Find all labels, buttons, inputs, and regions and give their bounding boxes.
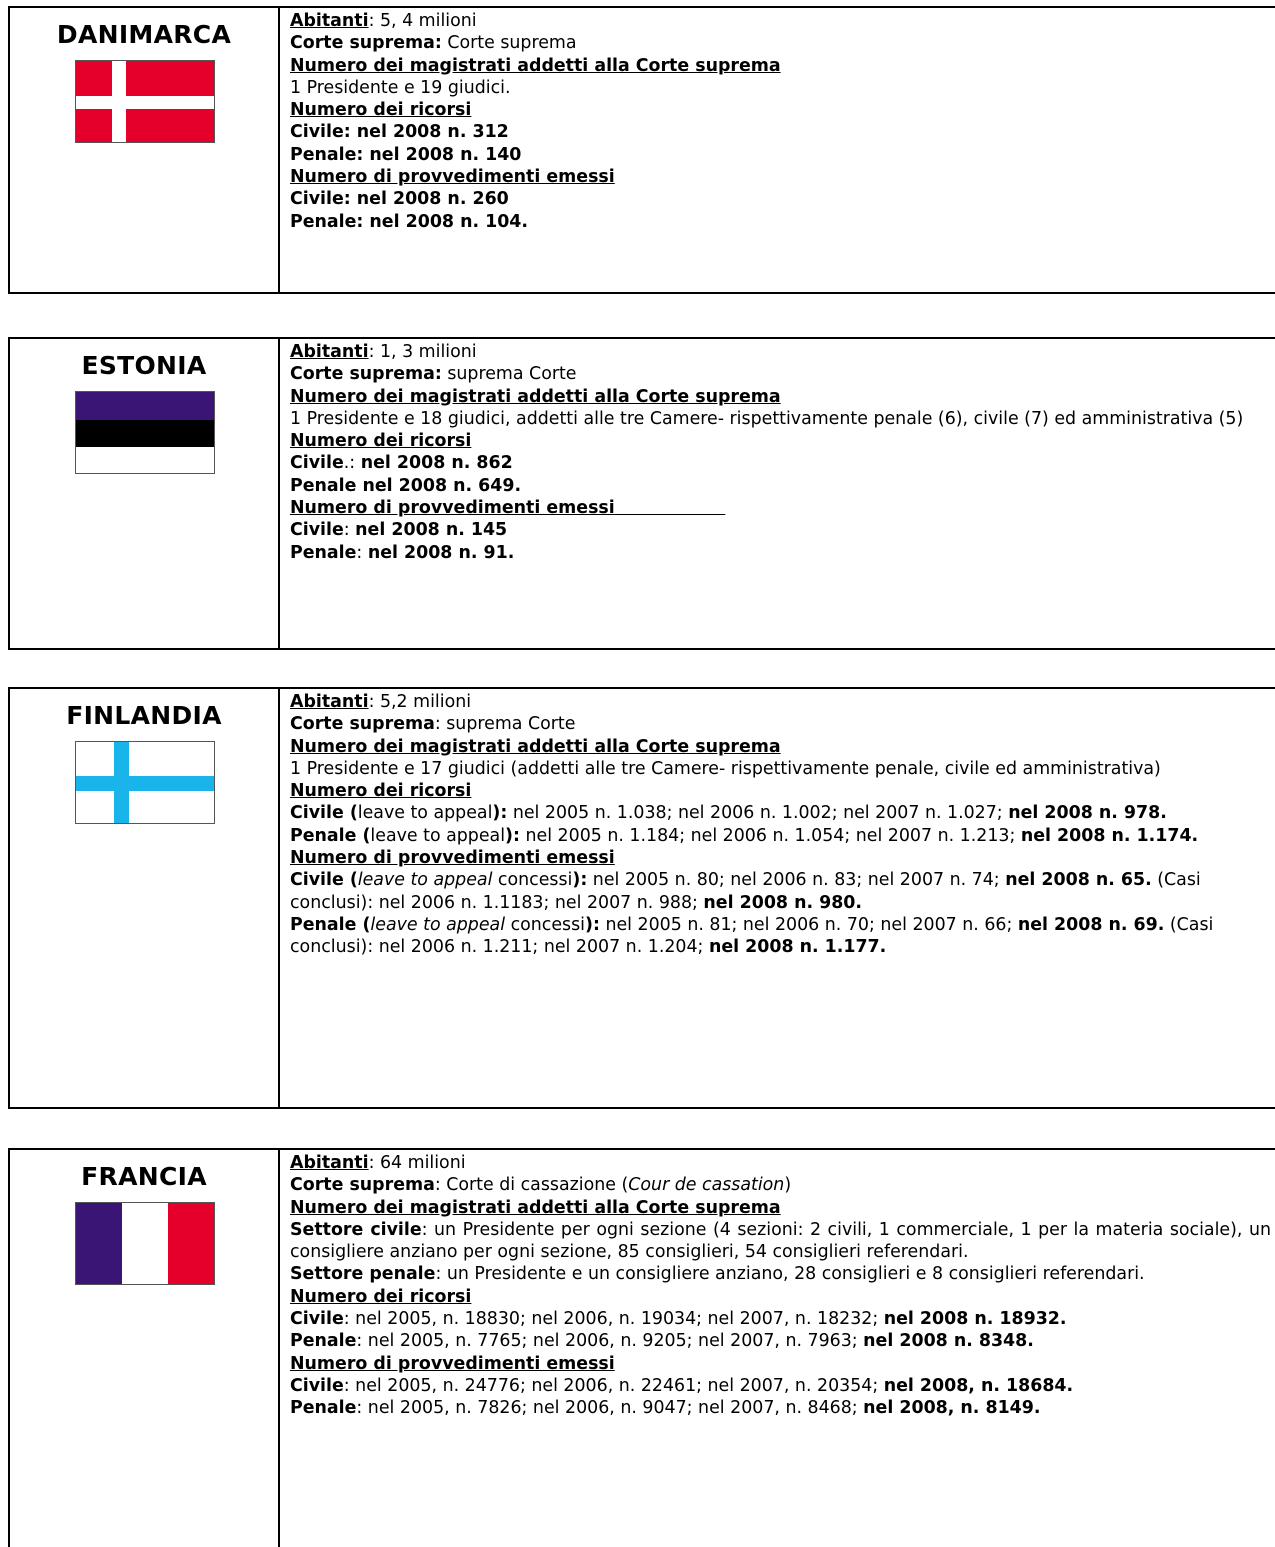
corte-value: suprema Corte: [441, 364, 577, 385]
label: Civile (: [290, 870, 358, 891]
country-header-cell: [10, 8, 280, 292]
corte-italic: Cour de cassation: [628, 1175, 785, 1196]
magistrati-heading: Numero dei magistrati addetti alla Corte suprema: [290, 386, 781, 407]
settore-penale: [290, 1263, 1271, 1285]
country-header-cell: [10, 339, 280, 648]
provvedimenti-penale: [290, 914, 1271, 959]
country-name: DANIMARCA: [56, 20, 232, 49]
corte-value: : Corte di cassazione (: [434, 1175, 629, 1196]
magistrati-heading: Numero dei magistrati addetti alla Corte suprema: [290, 55, 781, 76]
label: Penale (: [290, 825, 371, 846]
country-box-danimarca: [8, 6, 1275, 294]
text: : un Presidente e un consigliere anziano, 28 consiglieri e 8 consiglieri referendari.: [435, 1264, 1145, 1285]
paren-text: leave to appeal: [370, 825, 506, 846]
estonia-flag-icon: [75, 391, 215, 474]
ricorsi-heading: Numero dei ricorsi: [290, 431, 472, 452]
label: Penale: [290, 1398, 357, 1419]
country-info: [290, 691, 1271, 959]
casi-values: (Casi conclusi): nel 2006 n. 1.1183; nel 2007 n. 988;: [290, 870, 1201, 913]
paren-close: ):: [572, 870, 588, 891]
ricorsi-penale: [290, 825, 1271, 847]
ricorsi-civile: [290, 1308, 1271, 1330]
label: Civile: [290, 1309, 344, 1330]
ricorsi-civile: Civile: nel 2008 n. 312: [290, 122, 509, 143]
provvedimenti-civile-value: nel 2008 n. 145: [355, 520, 508, 541]
heading-underline-trail: [615, 498, 726, 518]
label: Settore civile: [290, 1219, 422, 1240]
value-2008: nel 2008, n. 18684.: [883, 1375, 1074, 1396]
magistrati-heading: Numero dei magistrati addetti alla Corte suprema: [290, 1197, 781, 1218]
corte-value: : suprema Corte: [434, 714, 576, 735]
country-header-cell: [10, 689, 280, 1107]
corte-label: Corte suprema: [290, 714, 435, 735]
francia-flag-icon: [75, 1202, 215, 1285]
country-info: Abitanti: 1, 3 milioni Corte suprema: suprema Corte Numero dei magistrati addetti alla Corte suprema 1 Presidente e 18 giudici, addetti alle tre Camere- rispettivamente penale (6), civile (7) ed amministrativa (5) Numero dei ricorsi Civile.: nel 2008 n. 862 Penale nel 2008 n. 649. Numero di provvedimenti emessi Civile: nel 2008 n. 145 Penale: nel 2008 n. 91.: [290, 341, 1271, 564]
paren-text: leave to appeal: [357, 803, 493, 824]
values: : nel 2005, n. 24776; nel 2006, n. 22461; nel 2007, n. 20354;: [343, 1375, 884, 1396]
provvedimenti-heading: Numero di provvedimenti emessi: [290, 848, 615, 869]
provvedimenti-penale-label: Penale: [290, 542, 357, 563]
provvedimenti-heading: Numero di provvedimenti emessi: [290, 167, 615, 188]
provvedimenti-heading: Numero di provvedimenti emessi: [290, 498, 615, 519]
paren-close: ):: [505, 825, 520, 846]
country-box-estonia: [8, 337, 1275, 650]
country-name: FINLANDIA: [66, 701, 222, 730]
abitanti-value: : 1, 3 milioni: [368, 342, 477, 362]
values: : nel 2005, n. 7765; nel 2006, n. 9205; nel 2007, n. 7963;: [356, 1331, 864, 1352]
ricorsi-penale: Penale: nel 2008 n. 140: [290, 144, 522, 165]
value-2008: nel 2008 n. 65.: [1005, 870, 1152, 891]
values: nel 2005 n. 81; nel 2006 n. 70; nel 2007 n. 66;: [599, 914, 1018, 935]
country-info: [290, 1152, 1271, 1420]
rest-text: concessi: [505, 914, 586, 935]
value-2008: nel 2008 n. 69.: [1017, 914, 1165, 935]
ricorsi-penale: Penale nel 2008 n. 649.: [290, 475, 522, 496]
value-2008: nel 2008 n. 1.174.: [1020, 825, 1199, 846]
value-2008: nel 2008, n. 8149.: [863, 1398, 1041, 1419]
settore-civile: [290, 1219, 1271, 1264]
provvedimenti-penale: [290, 1397, 1271, 1419]
abitanti-value: : 64 milioni: [368, 1153, 466, 1173]
provvedimenti-civile: [290, 1375, 1271, 1397]
ricorsi-civile: [290, 802, 1271, 824]
values: nel 2005 n. 80; nel 2006 n. 83; nel 2007 n. 74;: [587, 870, 1006, 891]
country-info: [290, 10, 1271, 233]
abitanti-value: : 5,2 milioni: [368, 692, 472, 712]
abitanti-label: Abitanti: [290, 11, 369, 31]
country-name: FRANCIA: [81, 1162, 207, 1191]
value-2008: nel 2008 n. 18932.: [883, 1309, 1067, 1330]
country-box-finlandia: [8, 687, 1275, 1109]
magistrati-text: 1 Presidente e 18 giudici, addetti alle tre Camere- rispettivamente penale (6), civile (7) ed amministrativa (5): [290, 408, 1244, 429]
finlandia-flag-icon: [75, 741, 215, 824]
values: : nel 2005, n. 18830; nel 2006, n. 19034; nel 2007, n. 18232;: [343, 1309, 884, 1330]
corte-label: Corte suprema: [290, 1175, 435, 1196]
danimarca-flag-icon: [75, 60, 215, 143]
rest-text: concessi: [492, 870, 573, 891]
ricorsi-heading: Numero dei ricorsi: [290, 100, 472, 121]
value-2008: nel 2008 n. 8348.: [863, 1331, 1034, 1352]
country-header-cell: [10, 1150, 280, 1547]
ricorsi-civile-label: Civile: [290, 453, 344, 474]
magistrati-text: 1 Presidente e 19 giudici.: [290, 77, 511, 98]
paren-close: ):: [585, 914, 600, 935]
label: Civile: [290, 1375, 344, 1396]
provvedimenti-heading: Numero di provvedimenti emessi: [290, 1353, 615, 1374]
magistrati-text: 1 Presidente e 17 giudici (addetti alle tre Camere- rispettivamente penale, civile ed amministrativa): [290, 758, 1161, 779]
label: Civile (: [290, 803, 358, 824]
values: : nel 2005, n. 7826; nel 2006, n. 9047; nel 2007, n. 8468;: [356, 1398, 864, 1419]
abitanti-label: Abitanti: [290, 1153, 369, 1173]
text: : un Presidente per ogni sezione (4 sezioni: 2 civili, 1 commerciale, 1 per la materia sociale), un consigliere anziano per ogni sezione, 85 consiglieri, 54 consiglieri referendari.: [290, 1219, 1271, 1263]
provvedimenti-civile-label: Civile: [290, 520, 344, 541]
ricorsi-heading: Numero dei ricorsi: [290, 781, 472, 802]
ricorsi-civile-sep: .:: [343, 453, 361, 474]
corte-value: Corte suprema: [441, 33, 577, 54]
provvedimenti-penale-value: nel 2008 n. 91.: [367, 542, 515, 563]
ricorsi-civile-value: nel 2008 n. 862: [360, 453, 513, 474]
italic-text: leave to appeal: [357, 870, 493, 891]
abitanti-label: Abitanti: [290, 342, 369, 362]
corte-close: ): [784, 1175, 792, 1196]
italic-text: leave to appeal: [370, 914, 506, 935]
country-box-francia: [8, 1148, 1275, 1547]
paren-close: ):: [492, 803, 508, 824]
label: Penale: [290, 1331, 357, 1352]
corte-label: Corte suprema:: [290, 364, 442, 385]
provvedimenti-civile: [290, 869, 1271, 914]
ricorsi-heading: Numero dei ricorsi: [290, 1286, 472, 1307]
value-2008: nel 2008 n. 978.: [1008, 803, 1167, 824]
label: Settore penale: [290, 1264, 436, 1285]
label: Penale (: [290, 914, 371, 935]
provvedimenti-penale: Penale: nel 2008 n. 104.: [290, 211, 529, 232]
magistrati-heading: Numero dei magistrati addetti alla Corte suprema: [290, 736, 781, 757]
casi-values: (Casi conclusi): nel 2006 n. 1.211; nel 2007 n. 1.204;: [290, 914, 1214, 958]
corte-label: Corte suprema:: [290, 33, 442, 54]
casi-2008: nel 2008 n. 1.177.: [708, 937, 887, 958]
abitanti-value: : 5, 4 milioni: [368, 11, 477, 31]
casi-2008: nel 2008 n. 980.: [703, 892, 863, 913]
abitanti-label: Abitanti: [290, 692, 369, 712]
values: nel 2005 n. 1.038; nel 2006 n. 1.002; nel 2007 n. 1.027;: [507, 803, 1009, 824]
provvedimenti-civile: Civile: nel 2008 n. 260: [290, 189, 509, 210]
values: nel 2005 n. 1.184; nel 2006 n. 1.054; nel 2007 n. 1.213;: [519, 825, 1021, 846]
country-name: ESTONIA: [81, 351, 207, 380]
ricorsi-penale: [290, 1330, 1271, 1352]
